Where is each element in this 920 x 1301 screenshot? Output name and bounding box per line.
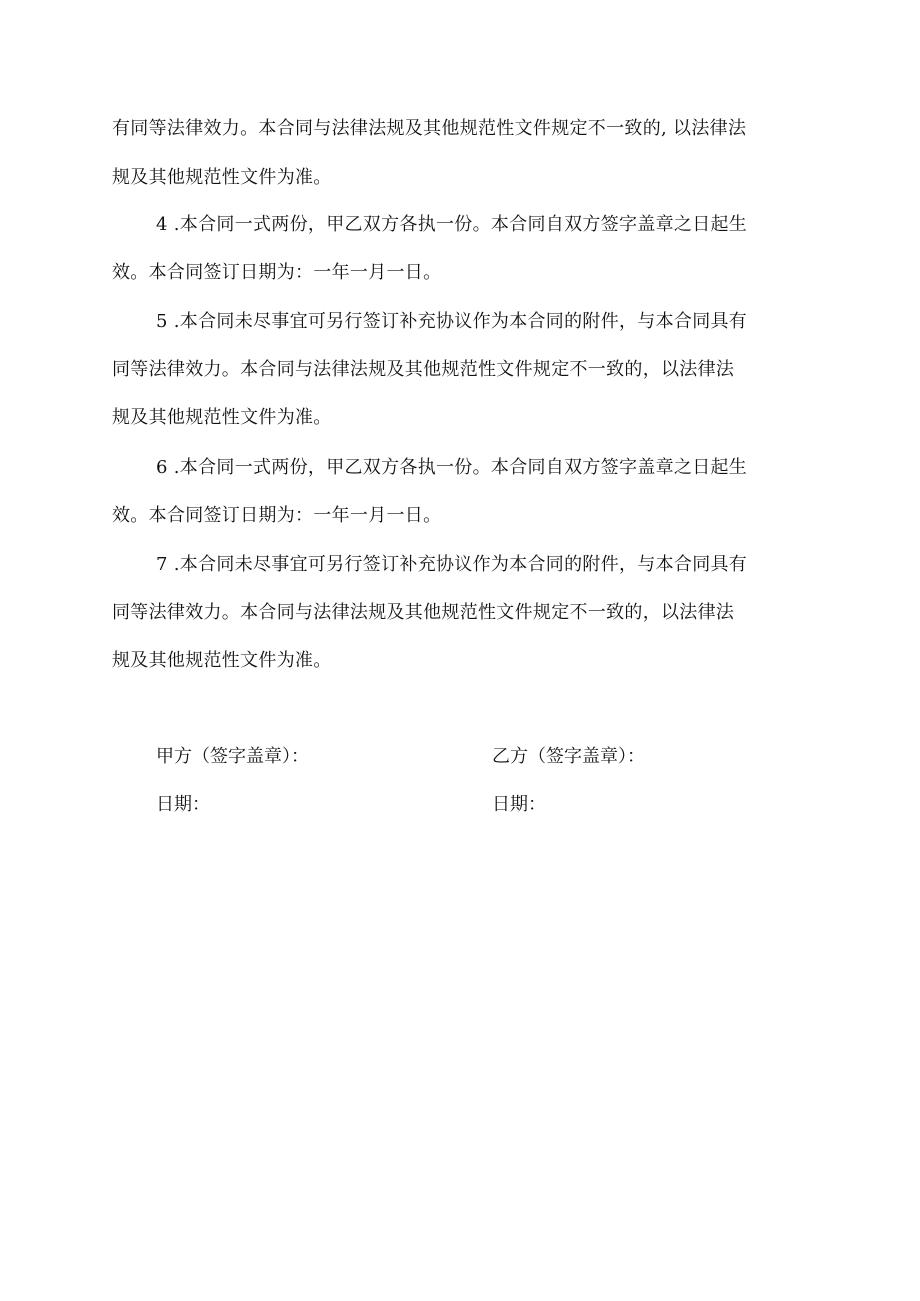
paragraph-1-line-1: 有同等法律效力。本合同与法律法规及其他规范性文件规定不一致的, 以法律法: [112, 118, 747, 139]
party-a-signature-label: 甲方（签字盖章）：: [156, 746, 309, 767]
clause-5-line-3: 规及其他规范性文件为准。: [112, 407, 332, 428]
party-a-date-label: 日期：: [156, 794, 210, 815]
clause-7-line-2: 同等法律效力。本合同与法律法规及其他规范性文件规定不一致的，以法律法: [112, 602, 735, 623]
clause-6-line-2: 效。本合同签订日期为：一年一月一日。: [112, 505, 442, 526]
clause-6-line-1: 6 .本合同一式两份，甲乙双方各执一份。本合同自双方签字盖章之日起生: [156, 457, 748, 478]
clause-4-line-2: 效。本合同签订日期为：一年一月一日。: [112, 262, 442, 283]
party-b-signature-label: 乙方（签字盖章）：: [492, 746, 645, 767]
clause-4-line-1: 4 .本合同一式两份，甲乙双方各执一份。本合同自双方签字盖章之日起生: [156, 214, 748, 235]
clause-5-line-1: 5 .本合同未尽事宜可另行签订补充协议作为本合同的附件，与本合同具有: [156, 311, 748, 332]
clause-5-line-2: 同等法律效力。本合同与法律法规及其他规范性文件规定不一致的，以法律法: [112, 359, 735, 380]
clause-7-line-1: 7 .本合同未尽事宜可另行签订补充协议作为本合同的附件，与本合同具有: [156, 554, 748, 575]
party-b-date-label: 日期：: [492, 794, 546, 815]
clause-7-line-3: 规及其他规范性文件为准。: [112, 650, 332, 671]
paragraph-1-line-2: 规及其他规范性文件为准。: [112, 167, 332, 188]
